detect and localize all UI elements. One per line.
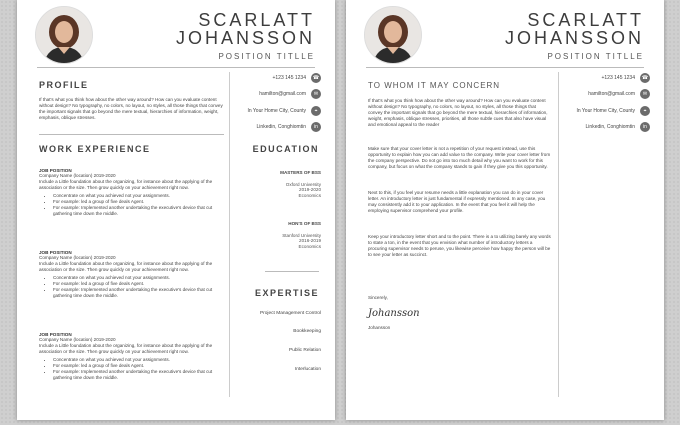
contact-email: hamilton@gmail.com ✉: [588, 89, 650, 99]
contact-email: hamilton@gmail.com ✉: [259, 89, 321, 99]
resume-page: [17, 0, 335, 420]
contact-phone: +123 145 1234 ☎: [601, 75, 649, 81]
profile-photo: [364, 6, 422, 64]
letter-salutation-heading: TO WHOM IT MAY CONCERN: [368, 81, 501, 90]
letter-paragraph: Next to this, if you feel your resume needs a little explanation you can do in your cover letter. An introductory letter is just fundamental if expressly mentioned. In any case, you may consistently add it to your application. In the event that you feel it will help the employing supervisor comprehend your profile.: [368, 190, 546, 213]
resume-position-title: POSITION TITLLE: [218, 52, 315, 61]
column-divider: [229, 72, 230, 397]
linkedin-icon: in: [640, 122, 650, 132]
resume-name-first: SCARLATT: [198, 10, 315, 30]
education-entry: MASTERS OF BSS Oxford University 2019-2020 Economics: [280, 170, 321, 198]
contact-location: In Your Home City, County ⌖: [576, 106, 650, 116]
work-experience-heading: WORK EXPERIENCE: [39, 144, 151, 154]
letter-paragraph: Keep your introductory letter short and to the point. There is a to utilizing barely any words to state a ton, in the event that you envision what number of introductory letters a procuring supervisor needs to peruse, you likewise perceive how happy the person will be to see your letter as succinct.: [368, 234, 551, 257]
phone-icon: ☎: [641, 75, 649, 81]
education-heading: EDUCATION: [252, 144, 319, 154]
job-entry: JOB POSITION Company Name (location) 2019-2020 Include a Little foundation about the organizing, for instance about the applying of the association or the size. Then grow quickly on your achievement right now. • Concentrate on what you achieved not your assignments. • For example: led a group of five deals Agent. • For example: Implemented another undertaking the executive's device that cut gathering time down the middle.: [39, 332, 224, 381]
header-divider: [366, 67, 644, 68]
location-icon: ⌖: [640, 106, 650, 116]
job-entry: JOB POSITION Company Name (location) 2019-2020 Include a Little foundation about the organizing, for instance about the applying of the association or the size. Then grow quickly on your achievement right now. • Concentrate on what you achieved not your assignments. • For example: led a group of five deals Agent. • For example: Implemented another undertaking the executive's device that cut gathering time down the middle.: [39, 250, 224, 299]
email-icon: ✉: [640, 89, 650, 99]
header-divider: [37, 67, 315, 68]
education-entry: HON'S OF BSS Stanford University 2016-2019 Economics: [282, 221, 321, 249]
contact-linkedin: Linkedin, Conghiomtin in: [257, 122, 321, 132]
contact-linkedin: Linkedin, Conghiomtin in: [586, 122, 650, 132]
letter-paragraph: If that's what you think how about the other way around? How can you evaluate content without design? No typography, no colors, no layout, no styles, all those things that convey the important signals that go beyond the mere textual, hierarchies of information, weight, emphasis, oblique stresses, priorities, all those subtle cues that also have visual and emotional appeal to the reader: [368, 98, 548, 127]
signer-name: Johansson: [368, 325, 391, 330]
expertise-item: Project Management Control: [259, 311, 321, 316]
expertise-item: Public Relation: [289, 348, 321, 353]
contact-phone: +123 145 1234 ☎: [272, 75, 320, 81]
letter-paragraph: Make sure that your cover letter is not a repetition of your request instead, use this opportunity to explain how you can add value to the company. Write your cover letter from the company perspective. Do not go into too much detail why you want to work for this company, but focus on what the company stands to gain if they give you this opportunity.: [368, 146, 551, 169]
resume-name-last: JOHANSSON: [175, 28, 315, 48]
expertise-item: Bookkeeping: [293, 329, 321, 334]
email-icon: ✉: [311, 89, 321, 99]
letter-closing: Sincerely,: [368, 295, 388, 300]
profile-divider: [39, 134, 224, 135]
expertise-heading: EXPERTISE: [254, 288, 319, 298]
profile-text: If that's what you think how about the other way around? How can you evaluate content without design? No typography, no colors, no layout, no styles, all those things that convey the important signals that go beyond the mere textual, hierarchies of information, weight, emphasis, oblique stresses.: [39, 97, 223, 120]
location-icon: ⌖: [311, 106, 321, 116]
expertise-item: Interlucation: [294, 367, 321, 372]
signature: Johansson: [368, 308, 420, 319]
cover-letter-page: [346, 0, 664, 420]
profile-photo: [35, 6, 93, 64]
cover-name-last: JOHANSSON: [504, 28, 644, 48]
contact-location: In Your Home City, County ⌖: [247, 106, 321, 116]
column-divider: [558, 72, 559, 397]
job-entry: JOB POSITION Company Name (location) 2019-2020 Include a Little foundation about the organizing, for instance about the applying of the association or the size. Then grow quickly on your achievement right now. • Concentrate on what you achieved not your assignments. • For example: led a group of five deals Agent. • For example: Implemented another undertaking the executive's device that cut gathering time down the middle.: [39, 168, 224, 217]
phone-icon: ☎: [312, 75, 320, 81]
profile-heading: PROFILE: [39, 80, 89, 90]
cover-position-title: POSITION TITLLE: [547, 52, 644, 61]
cover-name-first: SCARLATT: [527, 10, 644, 30]
linkedin-icon: in: [311, 122, 321, 132]
education-divider: [265, 271, 319, 272]
